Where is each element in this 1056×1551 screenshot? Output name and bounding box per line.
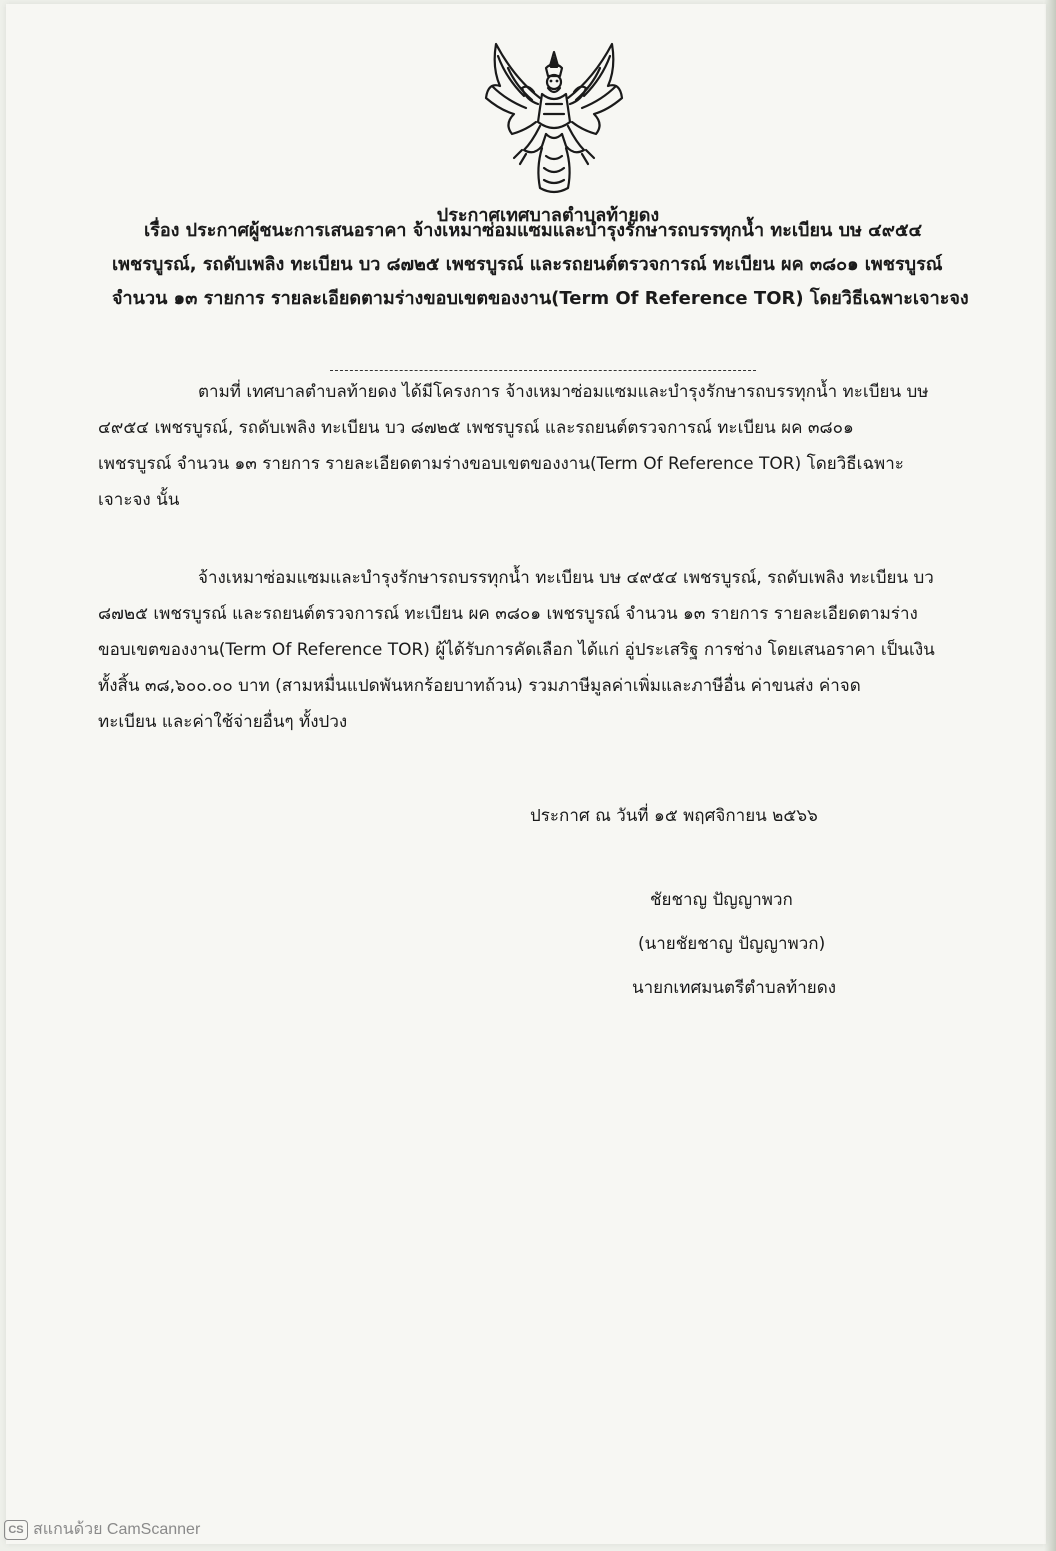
subject-line: เพชรบูรณ์, รถดับเพลิง ทะเบียน บว ๘๗๒๕ เพชรบูรณ์ และรถยนต์ตรวจการณ์ ทะเบียน ผค ๓๘๐๑ เพชรบูรณ์ <box>112 254 943 275</box>
paragraph-line: ขอบเขตของงาน(Term Of Reference TOR) ผู้ได้รับการคัดเลือก ได้แก่ อู่ประเสริฐ การช่าง โดยเสนอราคา เป็นเงิน <box>98 640 935 660</box>
paragraph-line: เพชรบูรณ์ จำนวน ๑๓ รายการ รายละเอียดตามร่างขอบเขตของงาน(Term Of Reference TOR) โดยวิธีเฉพาะ <box>98 454 904 474</box>
paragraph-line: ๘๗๒๕ เพชรบูรณ์ และรถยนต์ตรวจการณ์ ทะเบียน ผค ๓๘๐๑ เพชรบูรณ์ จำนวน ๑๓ รายการ รายละเอียดตามร่าง <box>98 604 918 624</box>
document-title: ประกาศเทศบาลตำบลท้ายดง <box>436 205 660 226</box>
paragraph-winner <box>98 560 978 740</box>
camscanner-watermark <box>4 1517 200 1542</box>
paragraph-line: เจาะจง นั้น <box>98 490 180 510</box>
divider-line <box>330 370 756 371</box>
subject-block <box>112 214 982 316</box>
paragraph-line: ตามที่ เทศบาลตำบลท้ายดง ได้มีโครงการ จ้างเหมาซ่อมแซมและบำรุงรักษารถบรรทุกน้ำ ทะเบียน บษ <box>198 382 929 402</box>
signature-name: ชัยชาญ ปัญญาพวก <box>650 890 793 910</box>
camscanner-text: สแกนด้วย CamScanner <box>33 1521 201 1538</box>
paragraph-line: ทะเบียน และค่าใช้จ่ายอื่นๆ ทั้งปวง <box>98 712 348 732</box>
subject-line: จำนวน ๑๓ รายการ รายละเอียดตามร่างขอบเขตของงาน(Term Of Reference TOR) โดยวิธีเฉพาะเจาะจง <box>112 288 969 309</box>
paragraph-line: จ้างเหมาซ่อมแซมและบำรุงรักษารถบรรทุกน้ำ ทะเบียน บษ ๔๙๕๔ เพชรบูรณ์, รถดับเพลิง ทะเบียน บว <box>198 568 934 588</box>
paragraph-intro <box>98 374 978 518</box>
paragraph-line: ๔๙๕๔ เพชรบูรณ์, รถดับเพลิง ทะเบียน บว ๘๗๒๕ เพชรบูรณ์ และรถยนต์ตรวจการณ์ ทะเบียน ผค ๓๘๐๑ <box>98 418 854 438</box>
garuda-emblem-icon <box>484 38 624 198</box>
signatory-position: นายกเทศมนตรีตำบลท้ายดง <box>632 978 837 998</box>
camscanner-logo-icon: CS <box>4 1520 28 1540</box>
paragraph-line: ทั้งสิ้น ๓๘,๖๐๐.๐๐ บาท (สามหมื่นแปดพันหกร้อยบาทถ้วน) รวมภาษีมูลค่าเพิ่มและภาษีอื่น ค่าขนส่ง ค่าจด <box>98 676 861 696</box>
announcement-date: ประกาศ ณ วันที่ ๑๕ พฤศจิกายน ๒๕๖๖ <box>530 806 818 826</box>
subject-line: เรื่อง ประกาศผู้ชนะการเสนอราคา จ้างเหมาซ่อมแซมและบำรุงรักษารถบรรทุกน้ำ ทะเบียน บษ ๔๙๕๔ <box>144 220 923 241</box>
signatory-full-name: (นายชัยชาญ ปัญญาพวก) <box>638 934 826 954</box>
scan-edge-shadow <box>1044 0 1056 1551</box>
